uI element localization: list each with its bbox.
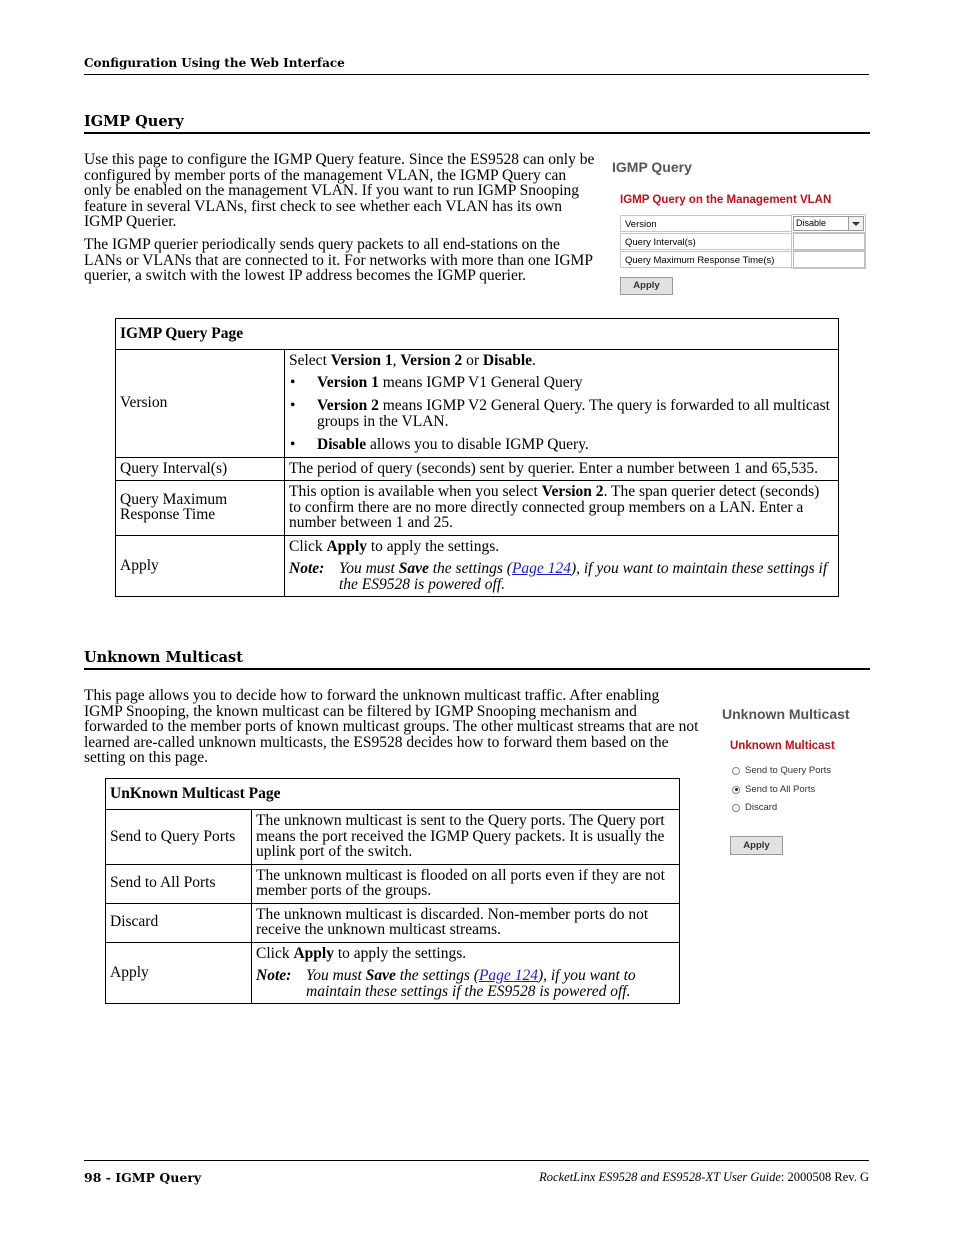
page-link[interactable]: Page 124 [478,967,538,984]
table-row [116,350,839,458]
row-label: Send to Query Ports [106,810,252,865]
apply-button[interactable]: Apply [620,277,673,295]
note-text: You must Save the settings (Page 124), if you want to maintain these settings if the ES9528 is powered off. [306,967,636,1000]
row-description [285,350,839,458]
paragraph: The IGMP querier periodically sends query packets to all end-stations on the LANs or VLANs that are connected to it. For networks with more than one IGMP querier, a switch with the lowest IP address becomes the IGMP querier. [84,235,593,285]
igmp-query-table [115,318,839,597]
table-row [106,903,680,942]
radio-discard[interactable] [732,802,777,813]
list-item: • Version 2 means IGMP V2 General Query. The query is forwarded to all multicast groups in the VLAN. [317,398,834,429]
screenshot-title: Unknown Multicast [722,706,850,722]
igmp-query-intro [84,152,596,291]
version-select-value: Disable [796,218,827,228]
footer-rule [84,1160,869,1161]
table-row [106,942,680,1004]
table-row [116,535,839,597]
row-description: The period of query (seconds) sent by querier. Enter a number between 1 and 65,535. [285,457,839,481]
table-title: UnKnown Multicast Page [106,779,680,810]
table-row [106,864,680,903]
radio-label: Send to Query Ports [745,765,832,776]
note [256,968,675,999]
header-rule [84,74,869,75]
query-interval-row-label: Query Interval(s) [620,233,792,250]
version-select[interactable] [793,216,864,231]
note-text: You must Save the settings (Page 124), if you want to maintain these settings if the ES9528 is powered off. [339,560,828,593]
radio-send-to-query-ports[interactable] [732,765,831,776]
table-row [116,481,839,536]
version-intro: Select Version 1, Version 2 or Disable. [289,352,536,369]
row-label: Apply [106,942,252,1004]
table-row [106,810,680,865]
row-label: Version [116,350,285,458]
row-label: Discard [106,903,252,942]
max-response-input[interactable] [793,251,865,268]
footer-doc-title: RocketLinx ES9528 and ES9528-XT User Guide: 2000508 Rev. G [539,1170,869,1184]
row-description: Click Apply to apply the settings. Note: You must Save the settings (Page 124), if you want to maintain these settings if the ES9528 is powered off. [285,535,839,597]
section-rule [84,132,870,134]
chevron-down-icon [848,217,863,230]
note-label: Note: [289,560,325,577]
row-label: Apply [116,535,285,597]
paragraph: This page allows you to decide how to forward the unknown multicast traffic. After enabling IGMP Snooping, the known multicast can be filtered by IGMP Snooping mechanism and forwarded to the member ports of known multicast groups. The other multicast streams that are not learned are-called unknown multicasts, the ES9528 decides how to forward them based on the setting on this page. [84,687,699,767]
screenshot-subtitle: IGMP Query on the Management VLAN [620,194,832,206]
max-response-row-label: Query Maximum Response Time(s) [620,251,792,268]
section-title-igmp-query: IGMP Query [84,113,184,130]
query-interval-input[interactable] [793,233,865,250]
row-description: The unknown multicast is sent to the Query ports. The Query port means the port received the IGMP Query packets. It is usually the uplink port of the switch. [252,810,680,865]
radio-button-selected[interactable] [732,786,740,794]
row-description: The unknown multicast is flooded on all ports even if they are not member ports of the groups. [252,864,680,903]
version-options-list [289,375,834,453]
screenshot-title: IGMP Query [612,159,692,175]
list-item: • Version 1 means IGMP V1 General Query [317,375,834,391]
page-link[interactable]: Page 124 [511,560,571,577]
table-title: IGMP Query Page [116,319,839,350]
row-description: Click Apply to apply the settings. Note: You must Save the settings (Page 124), if you want to maintain these settings if the ES9528 is powered off. [252,942,680,1004]
radio-button[interactable] [732,804,740,812]
radio-label: Discard [745,802,778,813]
running-header: Configuration Using the Web Interface [84,56,345,70]
paragraph: Use this page to configure the IGMP Query feature. Since the ES9528 can only be configured by member ports of the management VLAN, the IGMP Query can only be enabled on the management VLAN. If you want to run IGMP Snooping feature in several VLANs, first check to see whether each VLAN has its own IGMP Querier. [84,151,595,231]
note-label: Note: [256,967,292,984]
list-item: • Disable allows you to disable IGMP Query. [317,437,834,453]
apply-button[interactable]: Apply [730,836,783,855]
table-row [116,457,839,481]
radio-button[interactable] [732,767,740,775]
note [289,561,834,592]
version-row-label: Version [620,215,792,232]
row-label: Query Interval(s) [116,457,285,481]
radio-send-to-all-ports[interactable] [732,784,815,795]
row-label: Send to All Ports [106,864,252,903]
screenshot-subtitle: Unknown Multicast [730,740,835,752]
footer-page-label: 98 - IGMP Query [84,1170,202,1185]
row-description: The unknown multicast is discarded. Non-member ports do not receive the unknown multicast streams. [252,903,680,942]
section-rule [84,668,870,670]
radio-label: Send to All Ports [745,784,816,795]
unknown-multicast-intro [84,688,700,773]
section-title-unknown-multicast: Unknown Multicast [84,649,243,666]
unknown-multicast-table [105,778,680,1004]
row-description: This option is available when you select Version 2. The span querier detect (seconds) to confirm there are no more directly connected group members on a LAN. Enter a number between 1 and 25. [285,481,839,536]
row-label: Query Maximum Response Time [116,481,285,536]
